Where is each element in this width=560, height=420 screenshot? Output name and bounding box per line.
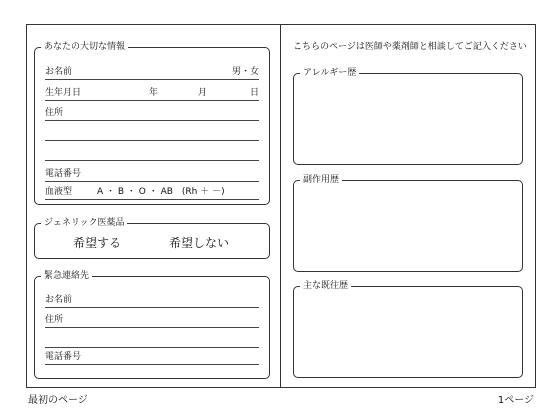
emergency-address-label: 住所 bbox=[45, 315, 64, 325]
emergency-contact-title: 緊急連絡先 bbox=[41, 270, 92, 283]
address-line-3[interactable] bbox=[45, 146, 259, 161]
birthdate-row[interactable] bbox=[45, 86, 259, 101]
month-label: 月 bbox=[198, 88, 208, 98]
phone-row[interactable] bbox=[45, 167, 259, 182]
name-label: お名前 bbox=[45, 67, 73, 77]
emergency-name-label: お名前 bbox=[45, 295, 73, 305]
blood-type-label: 血液型 bbox=[45, 187, 73, 197]
side-effect-history-section[interactable] bbox=[293, 175, 523, 272]
allergy-history-section[interactable] bbox=[293, 68, 523, 165]
gender-options[interactable]: 男・女 bbox=[231, 67, 259, 77]
generic-drug-title: ジェネリック医薬品 bbox=[41, 217, 127, 230]
consult-note: こちらのページは医師や薬剤師と相談してご記入ください bbox=[293, 42, 527, 52]
year-label: 年 bbox=[149, 88, 159, 98]
address-line-2[interactable] bbox=[45, 126, 259, 141]
emergency-address-line-2[interactable] bbox=[45, 333, 259, 348]
emergency-address-row[interactable] bbox=[45, 313, 259, 328]
address-label: 住所 bbox=[45, 108, 64, 118]
side-effect-history-title: 副作用歴 bbox=[300, 174, 342, 187]
medical-history-section[interactable] bbox=[293, 281, 523, 378]
emergency-phone-row[interactable] bbox=[45, 350, 259, 365]
blood-type-options[interactable]: A ・ B ・ O ・ AB (Rh ＋ －) bbox=[97, 187, 225, 197]
allergy-history-title: アレルギー歴 bbox=[300, 67, 359, 80]
name-row[interactable] bbox=[45, 65, 259, 80]
phone-label: 電話番号 bbox=[45, 169, 82, 179]
footer-first-page: 最初のページ bbox=[28, 395, 88, 406]
address-row[interactable] bbox=[45, 106, 259, 121]
personal-info-title: あなたの大切な情報 bbox=[41, 41, 128, 54]
day-label: 日 bbox=[249, 88, 259, 98]
emergency-name-row[interactable] bbox=[45, 293, 259, 308]
emergency-phone-label: 電話番号 bbox=[45, 352, 82, 362]
footer-page-number: 1ページ bbox=[497, 395, 534, 406]
page-divider bbox=[280, 25, 281, 387]
generic-not-want-option[interactable]: 希望しない bbox=[169, 236, 230, 250]
generic-drug-section bbox=[34, 218, 270, 259]
emergency-contact-section bbox=[34, 271, 270, 379]
blood-type-row[interactable] bbox=[45, 185, 259, 200]
birthdate-label: 生年月日 bbox=[45, 88, 82, 98]
medical-history-title: 主な既往歴 bbox=[300, 280, 351, 293]
generic-want-option[interactable]: 希望する bbox=[73, 236, 122, 250]
booklet-spread bbox=[26, 24, 536, 388]
personal-info-section bbox=[34, 42, 270, 205]
